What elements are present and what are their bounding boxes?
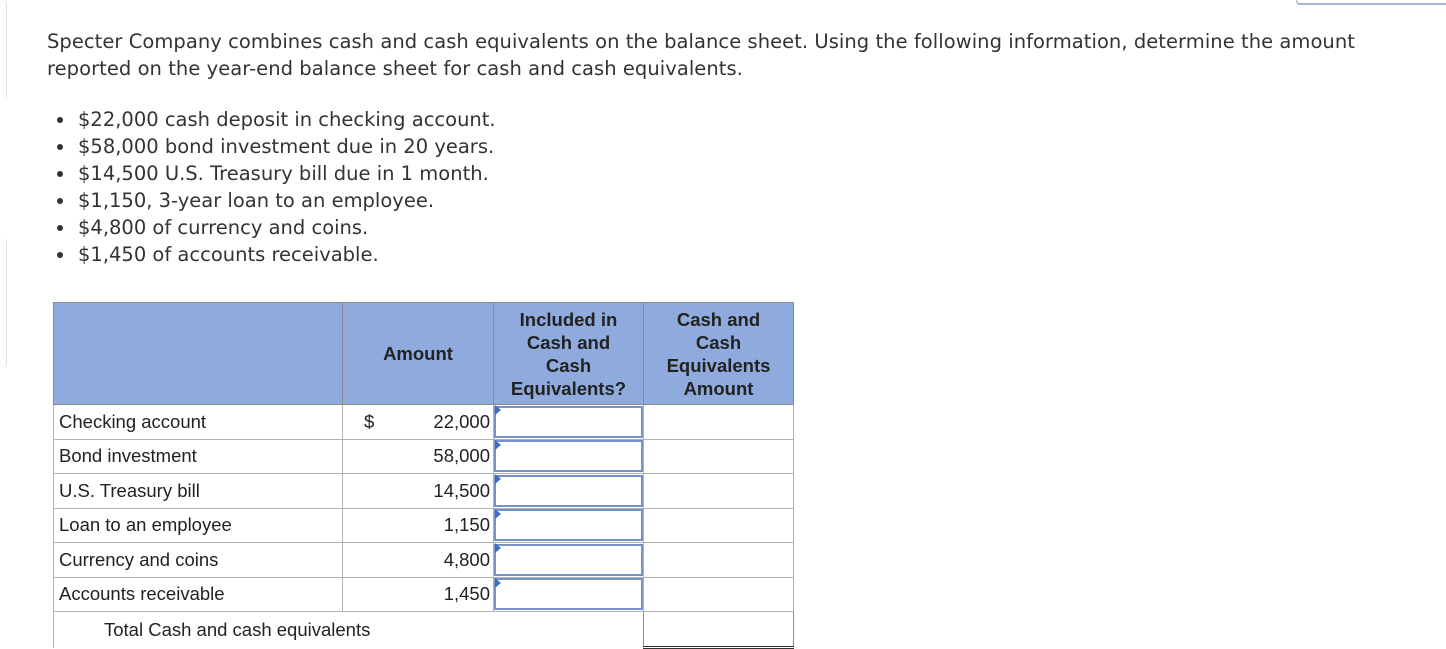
dropdown-marker-icon xyxy=(495,405,501,415)
table-row xyxy=(54,508,794,543)
row-amount-cell xyxy=(343,543,494,578)
included-cell xyxy=(494,405,644,440)
table-row xyxy=(54,543,794,578)
included-dropdown[interactable] xyxy=(494,406,643,438)
list-item: $58,000 bond investment due in 20 years. xyxy=(52,133,496,160)
info-list xyxy=(52,106,496,268)
dropdown-marker-icon xyxy=(495,440,501,450)
cash-amount-cell[interactable] xyxy=(644,439,794,474)
table-row xyxy=(54,577,794,612)
cash-equivalents-table xyxy=(53,302,794,649)
dropdown-marker-icon xyxy=(495,578,501,588)
dropdown-marker-icon xyxy=(495,509,501,519)
currency-symbol: $ xyxy=(364,411,375,432)
included-cell xyxy=(494,577,644,612)
table-row xyxy=(54,439,794,474)
row-label: U.S. Treasury bill xyxy=(54,474,343,509)
cash-amount-cell[interactable] xyxy=(644,405,794,440)
cash-amount-cell[interactable] xyxy=(644,474,794,509)
included-dropdown[interactable] xyxy=(494,578,643,610)
header-included xyxy=(494,303,644,405)
row-amount-cell xyxy=(343,405,494,440)
row-amount-cell xyxy=(343,508,494,543)
included-dropdown[interactable] xyxy=(494,544,643,576)
cash-amount-cell[interactable] xyxy=(644,543,794,578)
included-cell xyxy=(494,508,644,543)
included-dropdown[interactable] xyxy=(494,440,643,472)
included-cell xyxy=(494,439,644,474)
table-row xyxy=(54,474,794,509)
row-amount: 22,000 xyxy=(433,410,490,432)
left-panel-edge xyxy=(0,0,7,100)
row-label: Currency and coins xyxy=(54,543,343,578)
row-amount: 4,800 xyxy=(443,548,490,570)
list-item: $4,800 of currency and coins. xyxy=(52,214,496,241)
header-label xyxy=(54,303,343,405)
total-row xyxy=(54,612,794,648)
list-item: $22,000 cash deposit in checking account. xyxy=(52,106,496,133)
top-right-tab-edge xyxy=(1296,0,1446,5)
header-cash-amount-text: Cash and Cash Equivalents Amount xyxy=(666,308,771,399)
header-amount: Amount xyxy=(343,303,494,405)
row-label: Checking account xyxy=(54,405,343,440)
total-label: Total Cash and cash equivalents xyxy=(54,612,494,648)
included-dropdown[interactable] xyxy=(494,475,643,507)
row-amount-cell xyxy=(343,439,494,474)
header-included-text: Included in Cash and Cash Equivalents? xyxy=(510,308,627,399)
dropdown-marker-icon xyxy=(495,543,501,553)
header-cash-amount xyxy=(644,303,794,405)
row-amount: 14,500 xyxy=(433,479,490,501)
table-header-row xyxy=(54,303,794,405)
dropdown-marker-icon xyxy=(495,474,501,484)
row-amount: 1,150 xyxy=(443,514,490,536)
list-item: $14,500 U.S. Treasury bill due in 1 month. xyxy=(52,160,496,187)
row-amount-cell xyxy=(343,474,494,509)
list-item: $1,150, 3-year loan to an employee. xyxy=(52,187,496,214)
included-cell xyxy=(494,543,644,578)
row-amount: 58,000 xyxy=(433,445,490,467)
row-label: Accounts receivable xyxy=(54,577,343,612)
table-row xyxy=(54,405,794,440)
cash-amount-cell[interactable] xyxy=(644,577,794,612)
cash-amount-cell[interactable] xyxy=(644,508,794,543)
included-cell xyxy=(494,474,644,509)
row-amount-cell xyxy=(343,577,494,612)
question-text: Specter Company combines cash and cash equivalents on the balance sheet. Using the following information, determine the amount reported on the year-end balance sheet for cash and cash equivalents. xyxy=(47,30,1355,80)
row-label: Loan to an employee xyxy=(54,508,343,543)
left-panel-edge xyxy=(0,238,7,368)
row-amount: 1,450 xyxy=(443,583,490,605)
list-item: $1,450 of accounts receivable. xyxy=(52,241,496,268)
total-spacer xyxy=(494,612,644,648)
row-label: Bond investment xyxy=(54,439,343,474)
included-dropdown[interactable] xyxy=(494,509,643,541)
total-cash-input[interactable] xyxy=(644,612,794,648)
